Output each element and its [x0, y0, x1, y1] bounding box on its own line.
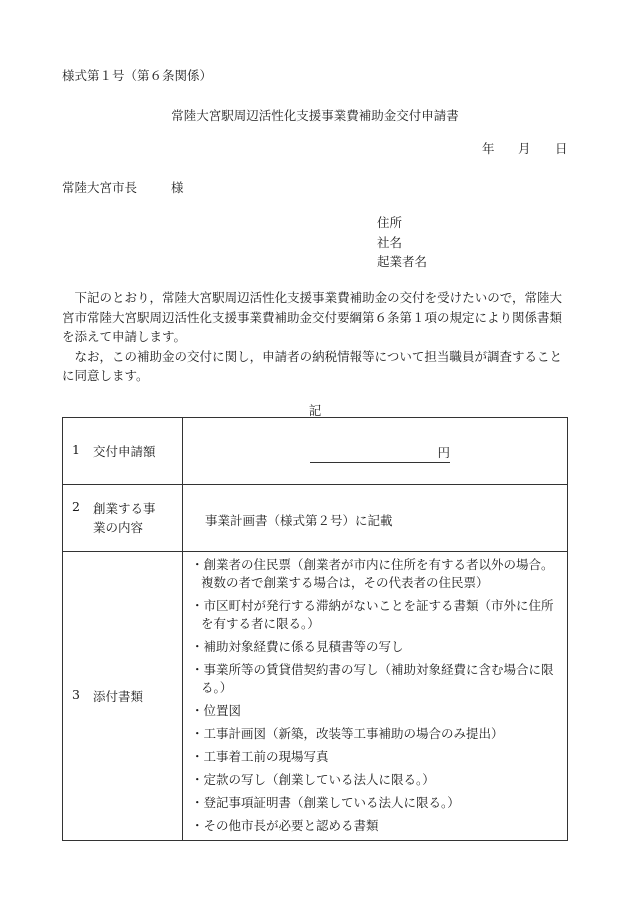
row-label: 添付書類 — [93, 689, 144, 704]
row-label-cell — [63, 552, 183, 841]
row-label: 交付申請額 — [93, 444, 156, 459]
applicant-address-label: 住所 — [377, 215, 403, 230]
body-paragraph: 下記のとおり，常陸大宮駅周辺活性化支援事業費補助金の交付を受けたいので，常陸大宮市常陸大宮駅周辺活性化支援事業費補助金交付要綱第６条第１項の規定により関係書類を添えて申請します。 — [62, 290, 563, 344]
addressee-name: 常陸大宮市長 — [62, 180, 138, 195]
applicant-founder-label: 起業者名 — [377, 254, 428, 269]
list-item: ・登記事項証明書（創業している法人に限る。） — [191, 795, 460, 810]
addressee — [62, 178, 184, 196]
business-content-cell — [183, 485, 568, 552]
list-item: ・市区町村が発行する滞納がないことを証する書類（市外に住所を有する者に限る。） — [191, 598, 554, 631]
list-item: ・創業者の住民票（創業者が市内に住所を有する者以外の場合。複数の者で創業する場合は，その代表者の住民票） — [191, 557, 554, 590]
attachment-list — [183, 552, 567, 835]
table-row — [63, 418, 568, 485]
row-number: 2 — [72, 499, 80, 514]
list-item: ・位置図 — [191, 703, 242, 718]
list-item: ・事業所等の賃貸借契約書の写し（補助対象経費に含む場合に限る。） — [191, 662, 554, 695]
business-content-text: 事業計画書（様式第２号）に記載 — [205, 513, 393, 528]
row-number: 3 — [72, 687, 80, 702]
attachments-cell — [183, 552, 568, 841]
form-number: 様式第１号（第６条関係） — [62, 68, 213, 83]
list-item: ・工事着工前の現場写真 — [191, 749, 329, 764]
ki-label: 記 — [308, 403, 322, 418]
applicant-fields — [377, 213, 427, 272]
row-label-cell — [63, 485, 183, 552]
table-row — [63, 552, 568, 841]
row-label: 創業する事業の内容 — [93, 501, 156, 535]
list-item: ・その他市長が必要と認める書類 — [191, 818, 379, 833]
list-item: ・工事計画図（新築，改装等工事補助の場合のみ提出） — [191, 726, 504, 741]
row-number: 1 — [72, 442, 80, 457]
body-text — [62, 288, 562, 386]
date-month-label: 月 — [518, 141, 531, 156]
list-item: ・補助対象経費に係る見積書等の写し — [191, 639, 404, 654]
amount-cell — [183, 418, 568, 485]
application-table — [62, 417, 568, 841]
date-line — [482, 139, 568, 157]
amount-underline — [310, 443, 450, 463]
amount-unit: 円 — [437, 445, 450, 460]
applicant-company-label: 社名 — [377, 234, 403, 250]
date-year-label: 年 — [482, 141, 495, 156]
document-title: 常陸大宮駅周辺活性化支援事業費補助金交付申請書 — [171, 108, 459, 123]
date-day-label: 日 — [555, 141, 568, 156]
row-label-cell — [63, 418, 183, 485]
addressee-honorific: 様 — [171, 180, 184, 195]
list-item: ・定款の写し（創業している法人に限る。） — [191, 772, 435, 787]
table-row — [63, 485, 568, 552]
body-paragraph: なお，この補助金の交付に関し，申請者の納税情報等について担当職員が調査することに同意します。 — [62, 348, 562, 383]
